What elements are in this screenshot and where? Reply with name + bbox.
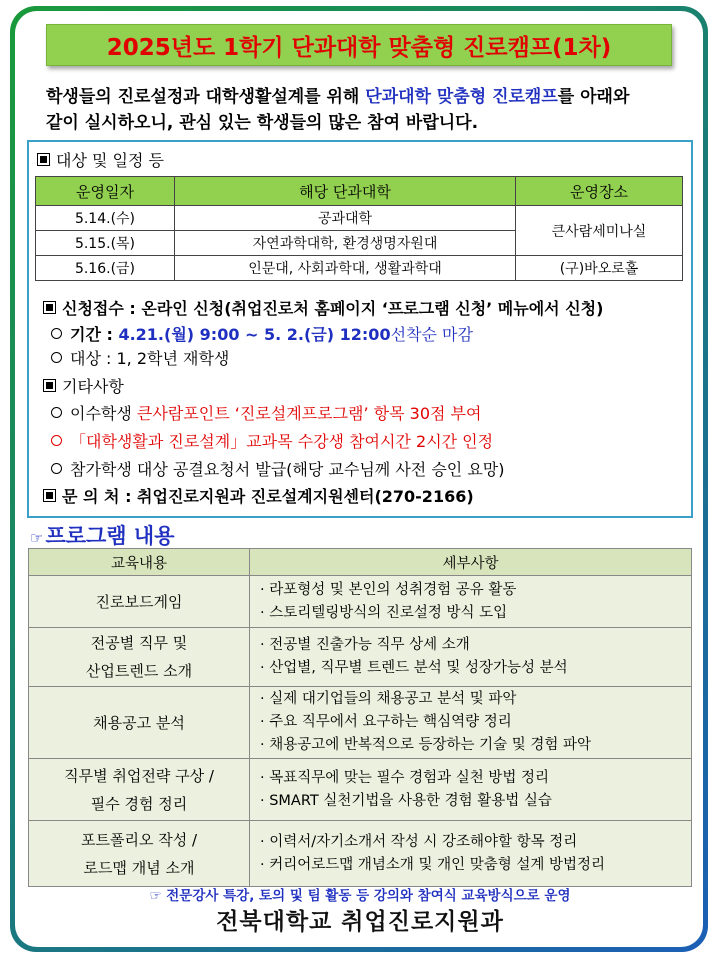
place-cell: 큰사람세미나실 (516, 206, 683, 256)
intro-pre: 학생들의 진로설정과 대학생활설계를 위해 (46, 87, 366, 107)
circle-bullet-icon (51, 435, 62, 446)
title-banner (46, 24, 672, 66)
intro-text (46, 84, 686, 136)
etc-heading: 기타사항 (43, 374, 124, 397)
circle-bullet-icon (51, 352, 62, 363)
place-cell: (구)바오로홀 (516, 256, 683, 281)
program-header: 교육내용 (29, 549, 250, 576)
intro-line2: 같이 실시하오니, 관심 있는 학생들의 많은 참여 바랍니다. (46, 113, 479, 133)
schedule-header: 해당 단과대학 (175, 177, 516, 206)
program-table (28, 548, 692, 887)
circle-bullet-icon (51, 328, 62, 339)
table-row: 5.14.(수) 공과대학 큰사람세미나실 (36, 206, 683, 231)
schedule-heading: 대상 및 일정 등 (37, 148, 164, 171)
square-bullet-icon (37, 153, 50, 166)
apply-period: 기간 : 4.21.(월) 9:00 ~ 5. 2.(금) 12:00선착순 마감 (41, 322, 473, 345)
table-row: 5.16.(금) 인문대, 사회과학대, 생활과학대 (구)바오로홀 (36, 256, 683, 281)
contact-line: 문 의 처 : 취업진로지원과 진로설계지원센터(270-2166) (43, 484, 474, 507)
table-row: 진로보드게임 · 라포형성 및 본인의 성취경험 공유 활동 · 스토리텔링방식의 진로설정 방식 도입 (29, 576, 692, 628)
pointing-hand-icon: ☞ (30, 529, 44, 547)
table-row: 전공별 직무 및 산업트렌드 소개 · 전공별 진출가능 직무 상세 소개 · 산업별, 직무별 트렌드 분석 및 성장가능성 분석 (29, 628, 692, 687)
etc-item-2: 「대학생활과 진로설계」교과목 수강생 참여시간 2시간 인정 (41, 429, 493, 452)
etc-item-1: 이수학생 큰사람포인트 ‘진로설계프로그램’ 항목 30점 부여 (41, 401, 481, 424)
schedule-header: 운영일자 (36, 177, 175, 206)
apply-heading: 신청접수 : 온라인 신청(취업진로처 홈페이지 ‘프로그램 신청’ 메뉴에서 신청) (43, 296, 603, 319)
schedule-header: 운영장소 (516, 177, 683, 206)
circle-bullet-icon (51, 463, 62, 474)
program-header: 세부사항 (250, 549, 692, 576)
program-heading: ☞프로그램 내용 (30, 524, 175, 548)
etc-item-3: 참가학생 대상 공결요청서 발급(해당 교수님께 사전 승인 요망) (41, 457, 505, 480)
square-bullet-icon (43, 489, 56, 502)
footer-note: ☞ 전문강사 특강, 토의 및 팀 활동 등 강의와 참여식 교육방식으로 운영 (149, 888, 571, 904)
table-row: 직무별 취업전략 구상 / 필수 경험 정리 · 목표직무에 맞는 필수 경험과 실천 방법 정리 · SMART 실천기법을 사용한 경험 활용법 실습 (29, 759, 692, 821)
page-title: 2025년도 1학기 단과대학 맞춤형 진로캠프(1차) (106, 34, 612, 61)
intro-post: 를 아래와 (557, 87, 630, 107)
circle-bullet-icon (51, 407, 62, 418)
schedule-table (35, 176, 683, 281)
table-row: 포트폴리오 작성 / 로드맵 개념 소개 · 이력서/자기소개서 작성 시 강조해야할 항목 정리 · 커리어로드맵 개념소개 및 개인 맞춤형 설계 방법정리 (29, 821, 692, 887)
table-row: 5.15.(목) 자연과학대학, 환경생명자원대 (36, 231, 683, 256)
square-bullet-icon (43, 301, 56, 314)
table-row: 채용공고 분석 · 실제 대기업들의 채용공고 분석 및 파악 · 주요 직무에서 요구하는 핵심역량 정리 · 채용공고에 반복적으로 등장하는 기술 및 경험 파악 (29, 687, 692, 759)
square-bullet-icon (43, 379, 56, 392)
intro-highlight: 단과대학 맞춤형 진로캠프 (365, 87, 558, 107)
apply-target: 대상 : 1, 2학년 재학생 (41, 346, 229, 369)
footer-org: 전북대학교 취업진로지원과 (216, 909, 504, 935)
info-box (27, 140, 693, 518)
